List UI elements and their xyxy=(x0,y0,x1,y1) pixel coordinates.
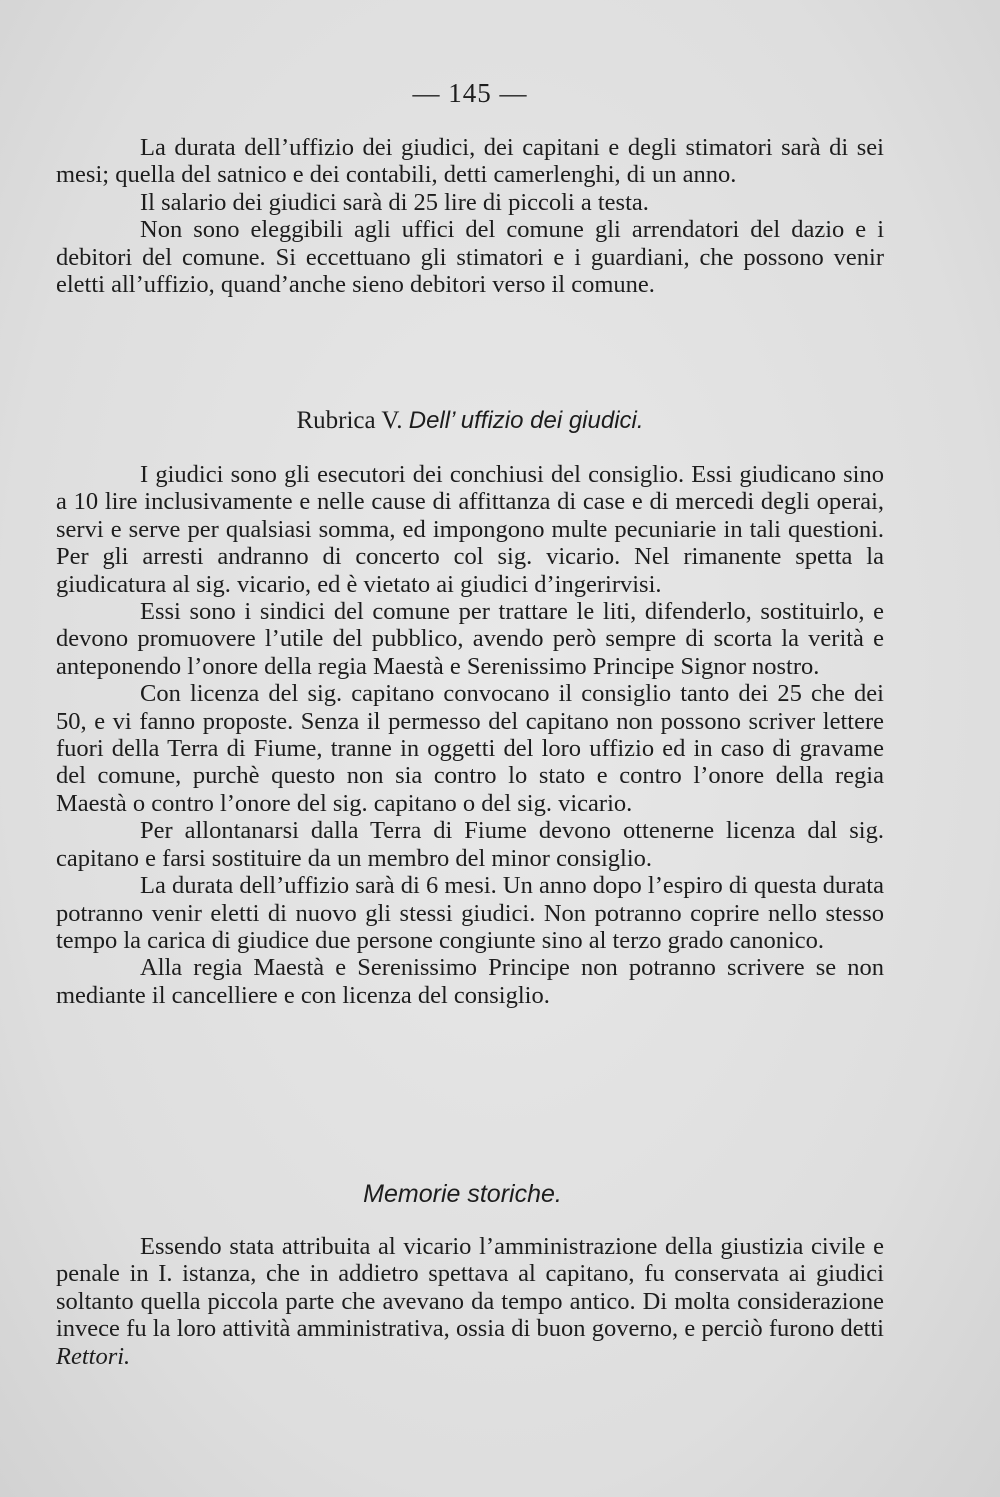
paragraph: Con licenza del sig. capitano convocano il consiglio tanto dei 25 che dei 50, e vi fanno proposte. Senza il permesso del capitano non possono scriver lettere fuori della Terra di Fiume, tranne in oggetti del loro uffizio ed in caso di gravame del comune, purchè questo non sia contro lo stato e contro l’onore della regia Maestà o contro l’onore del sig. capitano o del sig. vicario. xyxy=(56,680,884,817)
paragraph: Per allontanarsi dalla Terra di Fiume devono ottenerne licenza dal sig. capitano e farsi sostituire da un membro del minor consiglio. xyxy=(56,817,884,872)
paragraph: Il salario dei giudici sarà di 25 lire di piccoli a testa. xyxy=(140,188,649,216)
page-number: — 145 — xyxy=(412,78,528,108)
paragraph: Non sono eleggibili agli uffici del comune gli arrendatori del dazio e i debitori del comune. Si eccettuano gli stimatori e i guardiani, che possono venir eletti all’uffizio, quand’anche sieno debitori verso il comune. xyxy=(56,216,884,299)
paragraph: La durata dell’uffizio dei giudici, dei capitani e degli stimatori sarà di sei mesi; quella del satnico e dei contabili, detti camerlenghi, di un anno. xyxy=(56,134,884,189)
paragraph xyxy=(56,1233,884,1370)
paragraph-text: Essendo stata attribuita al vicario l’amministrazione della giustizia civile e penale in I. istanza, che in addietro spettava al capitano, fu conservata ai giudici soltanto quella piccola parte che avevano da tempo antico. Di molta considerazione invece fu la loro attività amministrativa, ossia di buon governo, e perciò furono detti xyxy=(56,1233,884,1343)
paragraph: Essi sono i sindici del comune per trattare le liti, difenderlo, sostituirlo, e devono promuovere l’utile del pubblico, avendo però sempre di scorta la verità e anteponendo l’onore della regia Maestà e Serenissimo Principe Signor nostro. xyxy=(56,598,884,680)
memorie-heading: Memorie storiche. xyxy=(363,1180,562,1208)
paragraph: La durata dell’uffizio sarà di 6 mesi. Un anno dopo l’espiro di questa durata potranno venir eletti di nuovo gli stessi giudici. Non potranno coprire nello stesso tempo la carica di giudice due persone congiunte sino al terzo grado canonico. xyxy=(56,872,884,954)
rubrica-heading xyxy=(0,407,940,435)
paragraph: Alla regia Maestà e Serenissimo Principe non potranno scrivere se non mediante il cancelliere e con licenza del consiglio. xyxy=(56,954,884,1009)
section-memorie xyxy=(56,1233,884,1370)
section-giudici xyxy=(56,461,884,1009)
paragraph: I giudici sono gli esecutori dei conchiusi del consiglio. Essi giudicano sino a 10 lire inclusivamente e nelle cause di affittanza di case e di mercedi degli operai, servi e serve per qualsiasi somma, ed impongono multe pecuniarie in tali questioni. Per gli arresti andranno di concerto col sig. vicario. Nel rimanente spetta la giudicatura al sig. vicario, ed è vietato ai giudici d’ingerirvisi. xyxy=(56,461,884,598)
section-intro xyxy=(56,134,884,298)
emphasis-rettori: Rettori. xyxy=(56,1342,131,1370)
rubrica-label: Rubrica V. xyxy=(296,407,403,434)
rubrica-title: Dell’ uffizio dei giudici. xyxy=(408,407,644,434)
